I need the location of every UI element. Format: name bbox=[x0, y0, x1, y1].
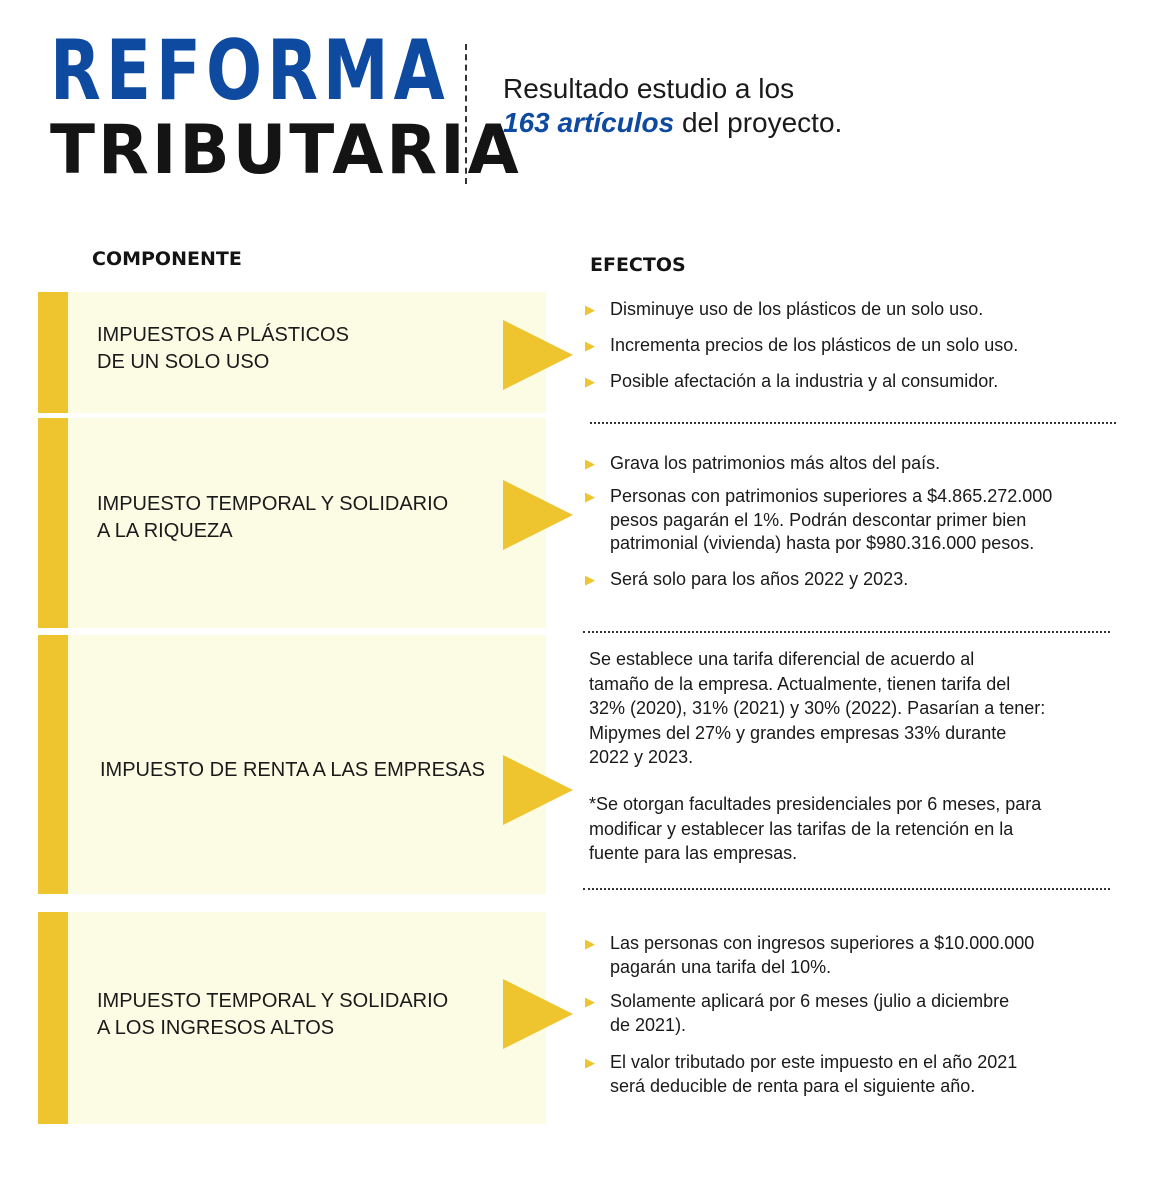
bullet-triangle-icon: ▶ bbox=[585, 994, 595, 1009]
effect-paragraph bbox=[589, 792, 1041, 866]
arrow-triangle-icon bbox=[503, 755, 573, 825]
bullet-triangle-icon: ▶ bbox=[585, 456, 595, 471]
subtitle bbox=[503, 72, 842, 140]
effect-line: Personas con patrimonios superiores a $4.865.272.000 bbox=[610, 486, 1053, 506]
bullet-triangle-icon: ▶ bbox=[585, 489, 595, 504]
component-panel-ingresos-altos bbox=[38, 912, 546, 1124]
component-label-line: IMPUESTO DE RENTA A LAS EMPRESAS bbox=[100, 759, 485, 781]
column-heading-component: COMPONENTE bbox=[92, 248, 242, 270]
component-panel-riqueza bbox=[38, 418, 546, 628]
dotted-separator bbox=[590, 422, 1116, 424]
arrow-triangle-icon bbox=[503, 320, 573, 390]
effect-line: 2022 y 2023. bbox=[589, 747, 694, 767]
effect-item bbox=[585, 932, 1034, 979]
effect-paragraph bbox=[589, 647, 1045, 770]
component-accent-bar bbox=[38, 635, 68, 894]
component-label-line: A LOS INGRESOS ALTOS bbox=[97, 1017, 335, 1039]
effect-line: Las personas con ingresos superiores a $10.000.000 bbox=[610, 933, 1035, 953]
effect-line: El valor tributado por este impuesto en el año 2021 bbox=[610, 1052, 1018, 1072]
title-reforma: REFORMA bbox=[50, 22, 450, 119]
component-label bbox=[97, 988, 448, 1042]
dotted-separator bbox=[583, 888, 1110, 890]
effect-line: Será solo para los años 2022 y 2023. bbox=[610, 569, 909, 589]
effect-line: Incrementa precios de los plásticos de un solo uso. bbox=[610, 335, 1019, 355]
component-accent-bar bbox=[38, 418, 68, 628]
effect-item bbox=[585, 568, 908, 592]
component-accent-bar bbox=[38, 292, 68, 413]
effect-line: *Se otorgan facultades presidenciales por 6 meses, para bbox=[589, 794, 1042, 814]
effect-line: de 2021). bbox=[610, 1014, 687, 1035]
effect-line: Posible afectación a la industria y al consumidor. bbox=[610, 371, 999, 391]
component-label-line: IMPUESTO TEMPORAL Y SOLIDARIO bbox=[97, 990, 449, 1012]
effect-item bbox=[585, 452, 940, 476]
component-label bbox=[97, 491, 448, 545]
subtitle-line2 bbox=[503, 106, 842, 140]
component-label-line: IMPUESTOS A PLÁSTICOS bbox=[97, 324, 349, 346]
arrow-triangle-icon bbox=[503, 979, 573, 1049]
effect-item bbox=[585, 298, 983, 322]
subtitle-line1: Resultado estudio a los bbox=[503, 73, 795, 104]
effect-line: Solamente aplicará por 6 meses (julio a diciembre bbox=[610, 991, 1010, 1011]
effect-line: será deducible de renta para el siguiente año. bbox=[610, 1075, 976, 1096]
effect-line: tamaño de la empresa. Actualmente, tienen tarifa del bbox=[589, 673, 1011, 694]
component-label-line: IMPUESTO TEMPORAL Y SOLIDARIO bbox=[97, 493, 449, 515]
component-label-line: A LA RIQUEZA bbox=[97, 520, 233, 542]
effect-line: Mipymes del 27% y grandes empresas 33% durante bbox=[589, 722, 1007, 743]
bullet-triangle-icon: ▶ bbox=[585, 936, 595, 951]
bullet-triangle-icon: ▶ bbox=[585, 1055, 595, 1070]
bullet-triangle-icon: ▶ bbox=[585, 338, 595, 353]
effect-line: Grava los patrimonios más altos del país. bbox=[610, 453, 941, 473]
effect-line: 32% (2020), 31% (2021) y 30% (2022). Pasarían a tener: bbox=[589, 698, 1046, 718]
effect-item bbox=[585, 334, 1018, 358]
effect-line: pagarán una tarifa del 10%. bbox=[610, 956, 832, 977]
effect-line: fuente para las empresas. bbox=[589, 843, 798, 863]
title-tributaria: TRIBUTARIA bbox=[50, 110, 522, 190]
dotted-separator bbox=[583, 631, 1110, 633]
subtitle-highlight: 163 artículos bbox=[503, 107, 675, 138]
header-divider bbox=[465, 44, 467, 184]
effect-line: pesos pagarán el 1%. Podrán descontar primer bien bbox=[610, 509, 1027, 530]
effect-line: Disminuye uso de los plásticos de un solo uso. bbox=[610, 299, 984, 319]
subtitle-rest: del proyecto. bbox=[674, 107, 843, 138]
column-heading-effects: EFECTOS bbox=[590, 254, 686, 276]
effect-item bbox=[585, 990, 1009, 1037]
bullet-triangle-icon: ▶ bbox=[585, 374, 595, 389]
effect-line: patrimonial (vivienda) hasta por $980.316.000 pesos. bbox=[610, 533, 1035, 553]
effect-line: Se establece una tarifa diferencial de acuerdo al bbox=[589, 649, 975, 669]
component-label-line: DE UN SOLO USO bbox=[97, 351, 270, 373]
effect-line: modificar y establecer las tarifas de la retención en la bbox=[589, 818, 1014, 839]
effect-item bbox=[585, 370, 998, 394]
arrow-triangle-icon bbox=[503, 480, 573, 550]
component-accent-bar bbox=[38, 912, 68, 1124]
component-label bbox=[100, 757, 485, 784]
component-panel-renta-empresas bbox=[38, 635, 546, 894]
component-panel-plasticos bbox=[38, 292, 546, 413]
effect-item bbox=[585, 1051, 1017, 1098]
bullet-triangle-icon: ▶ bbox=[585, 572, 595, 587]
component-label bbox=[97, 322, 349, 376]
bullet-triangle-icon: ▶ bbox=[585, 302, 595, 317]
effect-item bbox=[585, 485, 1052, 556]
